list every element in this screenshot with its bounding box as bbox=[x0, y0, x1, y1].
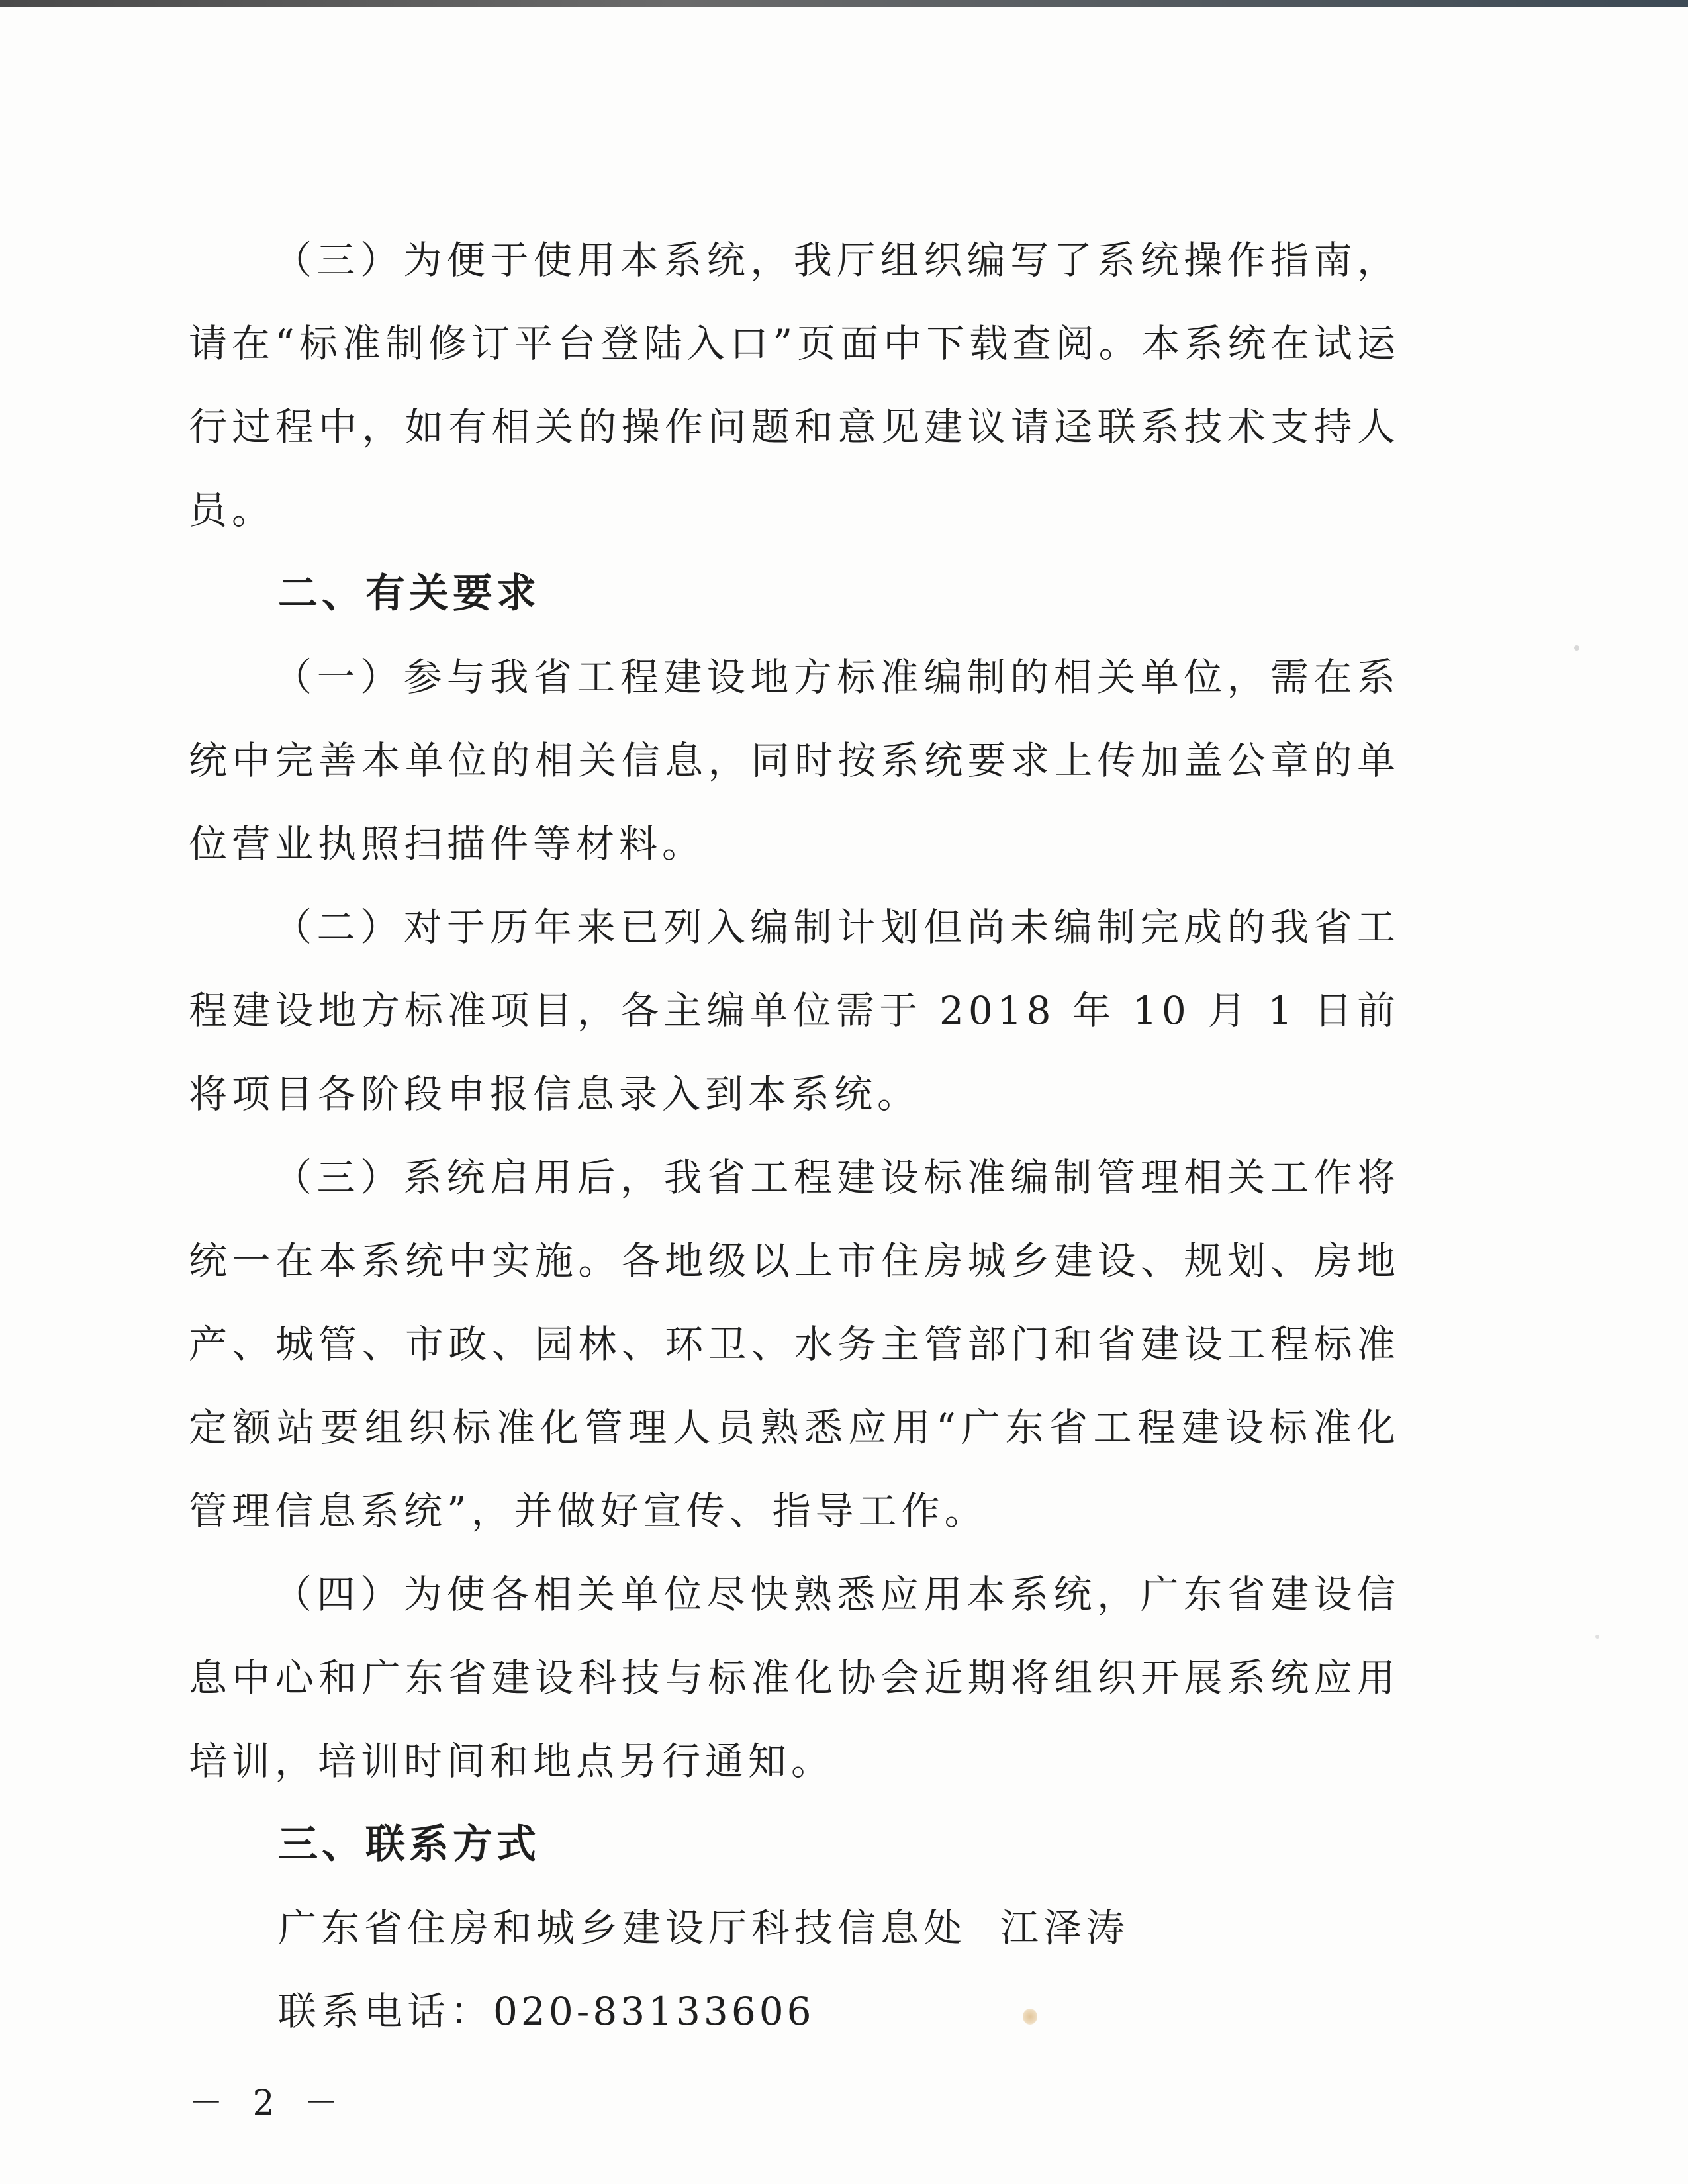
section-heading-contact: 三、联系方式 bbox=[278, 1821, 540, 1868]
contact-organization: 广东省住房和城乡建设厅科技信息处 江泽涛 bbox=[278, 1905, 1129, 1950]
phone-label: 联系电话： bbox=[278, 1989, 494, 2034]
requirement-item-2: （二）对于历年来已列入编制计划但尚未编制完成的我省工程建设地方标准项目，各主编单位需于 2018 年 10 月 1 日前将项目各阶段申报信息录入到本系统。 bbox=[189, 905, 1400, 1116]
requirement-item-4: （四）为使各相关单位尽快熟悉应用本系统，广东省建设信息中心和广东省建设科技与标准化协会近期将组织开展系统应用培训，培训时间和地点另行通知。 bbox=[189, 1572, 1400, 1784]
paragraph-system-guide: （三）为便于使用本系统，我厅组织编写了系统操作指南，请在“标准制修订平台登陆入口”页面中下载查阅。本系统在试运行过程中，如有相关的操作问题和意见建议请迳联系技术支持人员。 bbox=[189, 238, 1400, 533]
scan-top-edge bbox=[0, 0, 1688, 7]
scan-speck bbox=[1574, 645, 1579, 651]
section-heading-requirements: 二、有关要求 bbox=[278, 570, 540, 617]
phone-number: 020-83133606 bbox=[493, 1989, 815, 2034]
scan-speck bbox=[1595, 1635, 1599, 1639]
page-number: － 2 － bbox=[189, 2083, 348, 2123]
requirement-item-1: （一）参与我省工程建设地方标准编制的相关单位，需在系统中完善本单位的相关信息，同时按系统要求上传加盖公章的单位营业执照扫描件等材料。 bbox=[189, 655, 1400, 866]
document-body bbox=[189, 218, 1400, 2053]
contact-phone bbox=[189, 1970, 1400, 2053]
requirement-item-3: （三）系统启用后，我省工程建设标准编制管理相关工作将统一在本系统中实施。各地级以上市住房城乡建设、规划、房地产、城管、市政、园林、环卫、水务主管部门和省建设工程标准定额站要组织标准化管理人员熟悉应用“广东省工程建设标准化管理信息系统”，并做好宣传、指导工作。 bbox=[189, 1155, 1400, 1533]
scan-speck bbox=[1023, 2009, 1037, 2025]
